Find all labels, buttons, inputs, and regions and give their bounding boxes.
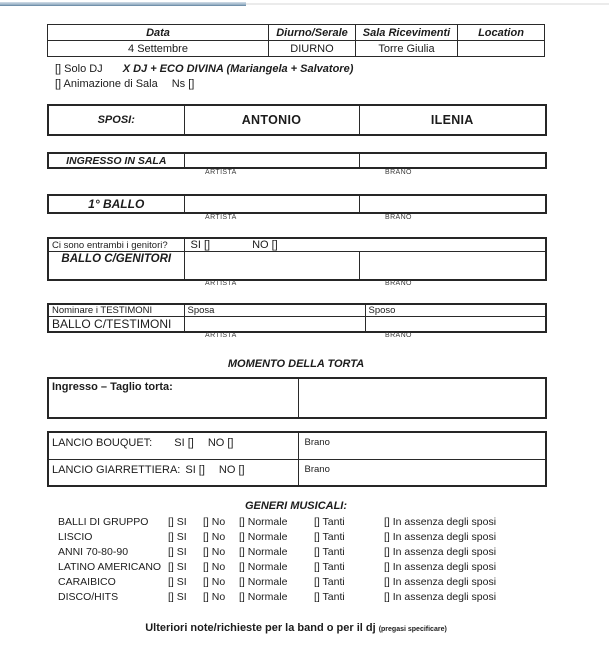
animazione-checkbox[interactable]: [] Animazione di Sala <box>55 78 158 90</box>
torta-section-heading: MOMENTO DELLA TORTA <box>227 358 365 370</box>
brano-sublabel: BRANO <box>385 280 412 287</box>
ingresso-brano-cell[interactable] <box>359 153 546 168</box>
no-checkbox[interactable]: [] No <box>203 591 226 603</box>
assenza-sposi-checkbox[interactable]: [] In assenza degli sposi <box>384 531 497 543</box>
value-sala-ricevimenti[interactable]: Torre Giulia <box>356 41 458 57</box>
header-diurno-serale: Diurno/Serale <box>269 25 356 41</box>
primo-ballo-table <box>47 194 547 214</box>
si-checkbox[interactable]: [] SI <box>168 561 187 573</box>
footer-note-main: Ulteriori note/richieste per la band o per il dj <box>145 622 376 634</box>
bouquet-brano-label: Brano <box>304 437 330 448</box>
ballo-genitori-label: BALLO C/GENITORI <box>48 252 184 281</box>
sposi-label: SPOSI: <box>48 105 184 135</box>
genitori-brano-cell[interactable] <box>359 252 546 281</box>
testimoni-question: Nominare i TESTIMONI <box>48 304 184 317</box>
ballo-testimoni-table <box>47 303 547 333</box>
si-checkbox[interactable]: [] SI <box>168 591 187 603</box>
bouquet-brano-cell[interactable] <box>298 432 546 460</box>
genre-label: ANNI 70-80-90 <box>58 546 129 558</box>
genre-label: DISCO/HITS <box>58 591 119 603</box>
giarrettiera-no-checkbox[interactable]: NO [] <box>218 464 245 476</box>
genitori-no-checkbox[interactable]: NO [] <box>252 239 278 251</box>
bride-name: ILENIA <box>359 105 546 135</box>
genre-label: LATINO AMERICANO <box>58 561 162 573</box>
giarrettiera-brano-label: Brano <box>304 464 330 475</box>
torta-label: Ingresso – Taglio torta: <box>48 378 298 418</box>
assenza-sposi-checkbox[interactable]: [] In assenza degli sposi <box>384 516 497 528</box>
testimoni-brano-cell[interactable] <box>365 317 546 333</box>
si-checkbox[interactable]: [] SI <box>168 516 187 528</box>
genre-row-caraibico <box>58 576 558 591</box>
dj-eco-divina-choice: X DJ + ECO DIVINA (Mariangela + Salvatore) <box>122 63 354 75</box>
genre-label: CARAIBICO <box>58 576 116 588</box>
window-top-edge-right <box>246 3 609 5</box>
ballo-testimoni-label: BALLO C/TESTIMONI <box>48 317 184 333</box>
ingresso-label: INGRESSO IN SALA <box>48 153 184 168</box>
tanti-checkbox[interactable]: [] Tanti <box>314 531 345 543</box>
header-sala-ricevimenti: Sala Ricevimenti <box>356 25 458 41</box>
solo-dj-checkbox[interactable]: [] Solo DJ <box>55 63 103 75</box>
assenza-sposi-checkbox[interactable]: [] In assenza degli sposi <box>384 576 497 588</box>
torta-value-cell[interactable] <box>298 378 546 418</box>
torta-table <box>47 377 547 419</box>
genitori-si-no-cell <box>184 238 546 252</box>
normale-checkbox[interactable]: [] Normale <box>239 561 288 573</box>
primo-ballo-artista-cell[interactable] <box>184 195 359 213</box>
bouquet-no-checkbox[interactable]: NO [] <box>207 437 234 449</box>
ingresso-table <box>47 152 547 169</box>
genitori-si-checkbox[interactable]: SI [] <box>190 239 211 251</box>
giarrettiera-brano-cell[interactable] <box>298 460 546 487</box>
artista-sublabel: ARTISTA <box>205 332 237 339</box>
no-checkbox[interactable]: [] No <box>203 561 226 573</box>
lancio-bouquet-label: LANCIO BOUQUET: <box>52 437 153 449</box>
no-checkbox[interactable]: [] No <box>203 516 226 528</box>
genitori-artista-cell[interactable] <box>184 252 359 281</box>
tanti-checkbox[interactable]: [] Tanti <box>314 546 345 558</box>
si-checkbox[interactable]: [] SI <box>168 546 187 558</box>
value-data[interactable]: 4 Settembre <box>48 41 269 57</box>
primo-ballo-brano-cell[interactable] <box>359 195 546 213</box>
testimoni-sposa-header[interactable]: Sposa <box>184 304 365 317</box>
genre-label: BALLI DI GRUPPO <box>58 516 149 528</box>
tanti-checkbox[interactable]: [] Tanti <box>314 516 345 528</box>
tanti-checkbox[interactable]: [] Tanti <box>314 561 345 573</box>
normale-checkbox[interactable]: [] Normale <box>239 576 288 588</box>
artista-sublabel: ARTISTA <box>205 169 237 176</box>
brano-sublabel: BRANO <box>385 214 412 221</box>
lancio-table <box>47 431 547 487</box>
artista-sublabel: ARTISTA <box>205 214 237 221</box>
animazione-option-line <box>55 78 194 90</box>
no-checkbox[interactable]: [] No <box>203 531 226 543</box>
tanti-checkbox[interactable]: [] Tanti <box>314 576 345 588</box>
value-location[interactable] <box>458 41 545 57</box>
tanti-checkbox[interactable]: [] Tanti <box>314 591 345 603</box>
genre-row-latino-americano <box>58 561 558 576</box>
lancio-giarrettiera-label: LANCIO GIARRETTIERA: <box>52 464 181 476</box>
groom-name: ANTONIO <box>184 105 359 135</box>
ingresso-artista-cell[interactable] <box>184 153 359 168</box>
bouquet-si-checkbox[interactable]: SI [] <box>174 437 194 449</box>
footer-note <box>47 622 545 634</box>
genre-label: LISCIO <box>58 531 93 543</box>
normale-checkbox[interactable]: [] Normale <box>239 516 288 528</box>
testimoni-sposo-header[interactable]: Sposo <box>365 304 546 317</box>
ballo-genitori-table <box>47 237 547 281</box>
no-checkbox[interactable]: [] No <box>203 546 226 558</box>
normale-checkbox[interactable]: [] Normale <box>239 546 288 558</box>
assenza-sposi-checkbox[interactable]: [] In assenza degli sposi <box>384 561 497 573</box>
no-checkbox[interactable]: [] No <box>203 576 226 588</box>
window-top-edge-left <box>0 2 246 6</box>
generi-section-heading: GENERI MUSICALI: <box>244 500 348 512</box>
ns-checkbox[interactable]: Ns [] <box>171 78 195 90</box>
genre-row-liscio <box>58 531 558 546</box>
genre-row-anni-70-80-90 <box>58 546 558 561</box>
event-info-table <box>47 24 545 57</box>
dj-option-line <box>55 63 353 75</box>
value-diurno-serale[interactable]: DIURNO <box>269 41 356 57</box>
normale-checkbox[interactable]: [] Normale <box>239 591 288 603</box>
lancio-bouquet-cell <box>48 432 298 460</box>
genre-row-balli-di-gruppo <box>58 516 558 531</box>
brano-sublabel: BRANO <box>385 332 412 339</box>
primo-ballo-label: 1° BALLO <box>48 195 184 213</box>
header-data: Data <box>48 25 269 41</box>
assenza-sposi-checkbox[interactable]: [] In assenza degli sposi <box>384 546 497 558</box>
genitori-question: Ci sono entrambi i genitori? <box>48 238 184 252</box>
si-checkbox[interactable]: [] SI <box>168 576 187 588</box>
normale-checkbox[interactable]: [] Normale <box>239 531 288 543</box>
giarrettiera-si-checkbox[interactable]: SI [] <box>185 464 205 476</box>
genre-row-disco-hits <box>58 591 558 606</box>
header-location: Location <box>458 25 545 41</box>
assenza-sposi-checkbox[interactable]: [] In assenza degli sposi <box>384 591 497 603</box>
sposi-table <box>47 104 547 136</box>
brano-sublabel: BRANO <box>385 169 412 176</box>
testimoni-artista-cell[interactable] <box>184 317 365 333</box>
lancio-giarrettiera-cell <box>48 460 298 487</box>
footer-note-small: (pregasi specificare) <box>378 626 447 633</box>
si-checkbox[interactable]: [] SI <box>168 531 187 543</box>
artista-sublabel: ARTISTA <box>205 280 237 287</box>
